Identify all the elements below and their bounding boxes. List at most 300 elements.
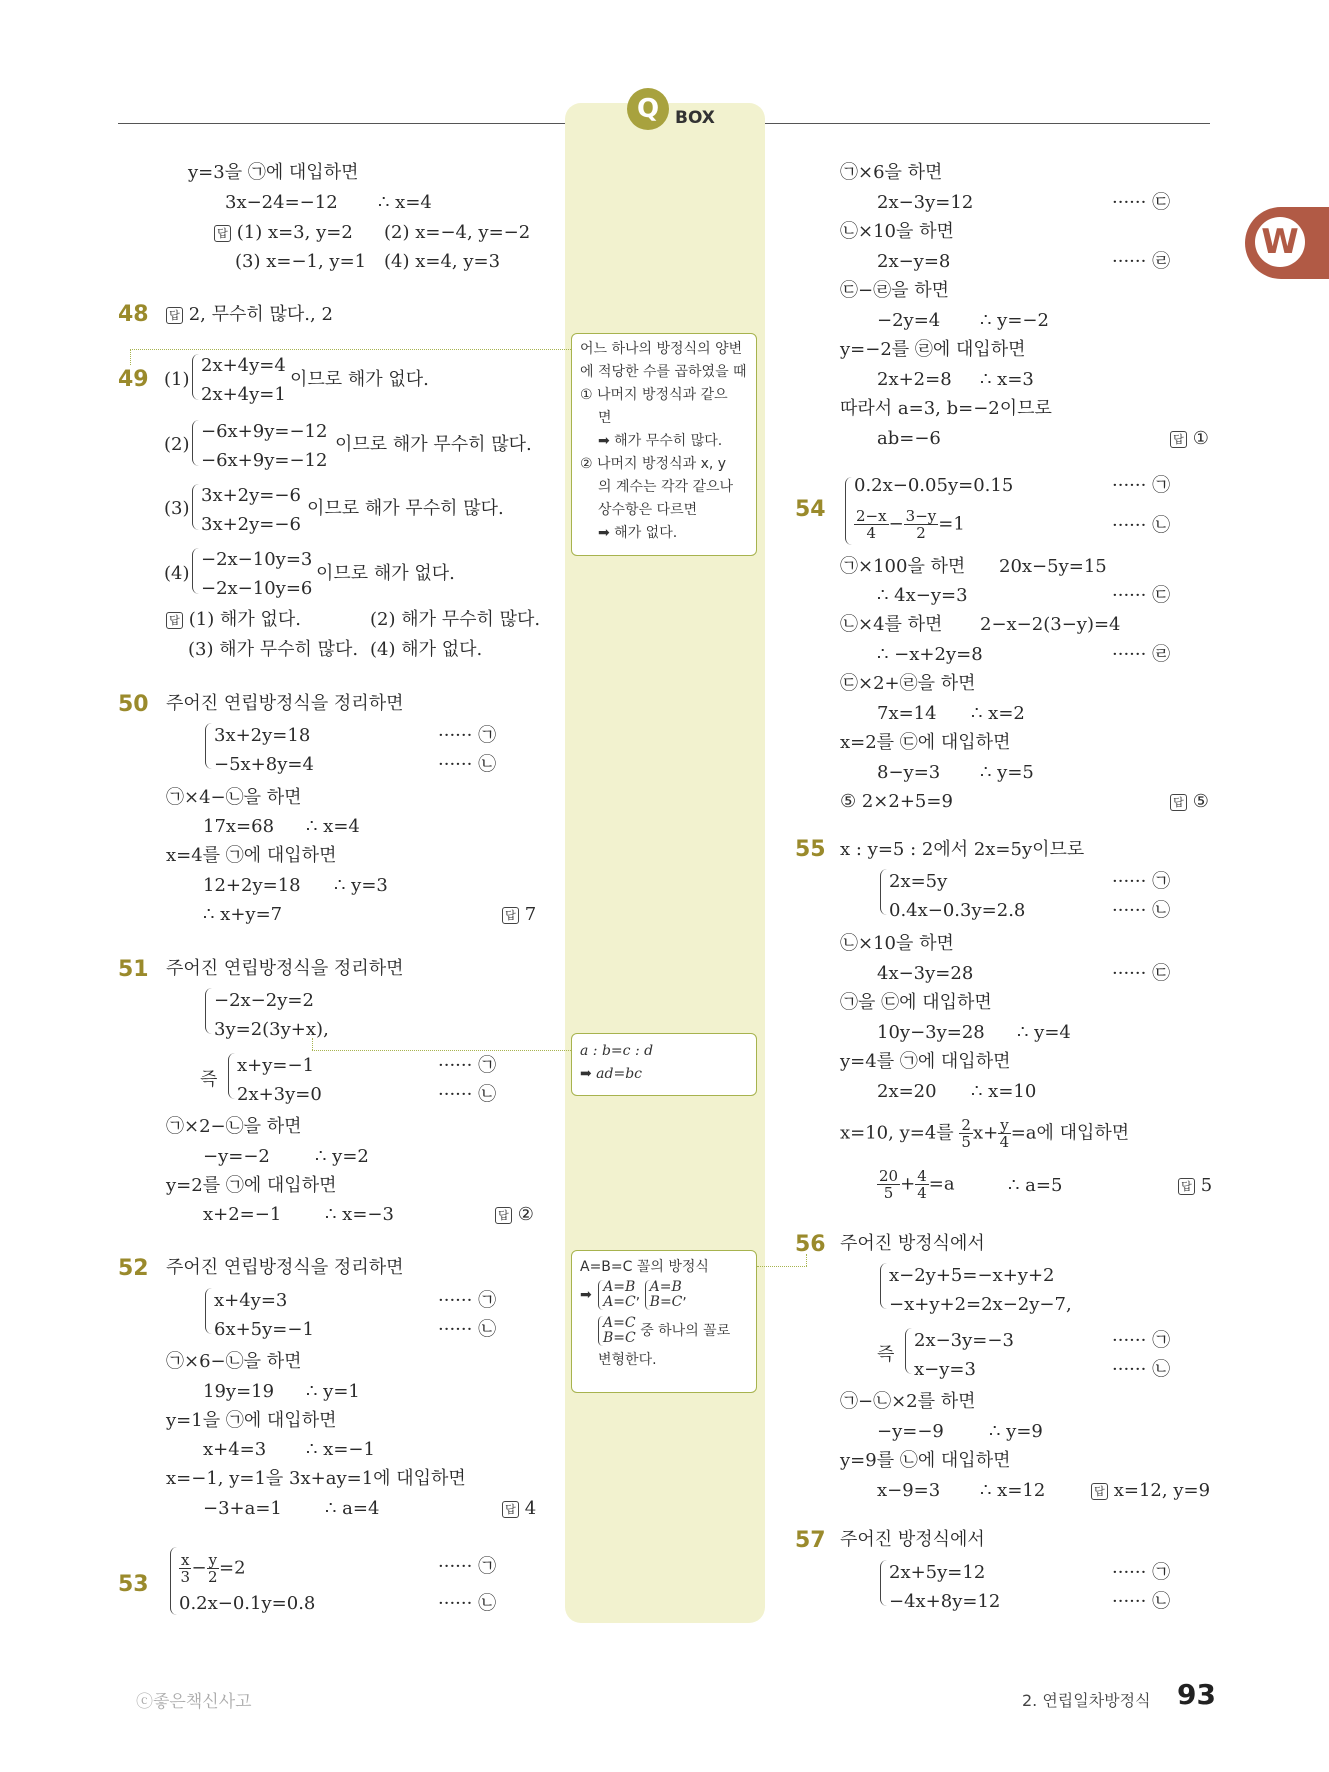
circle-label: ㉠ [478,1290,497,1311]
p53-line9: 2x+2=8 [877,369,952,390]
qbox1-line: 어느 하나의 방정식의 양변 [580,341,743,357]
p57-eq2: −4x+8y=12 [889,1591,1001,1612]
p55-line6: y=4를 ㉠에 대입하면 [840,1051,1011,1072]
numerator: 20 [879,1167,899,1185]
p57-tag1 [1112,1561,1170,1585]
brace [205,988,212,1034]
p52-line4: y=1을 ㉠에 대입하면 [166,1410,337,1431]
numerator: x [181,1551,190,1569]
arrow-icon: ➡ [580,1287,592,1303]
answer-mark-icon: 답 [502,907,519,924]
p54-tag2 [1112,514,1170,538]
p51-line2: −y=−2 [203,1146,270,1167]
publisher-text: ⓒ좋은책신사고 [136,1692,252,1712]
brace [192,420,199,466]
p54-eq2-rest: =1 [938,513,965,535]
comma: , [682,1287,687,1303]
p52-line3: ∴ y=1 [306,1381,360,1402]
qbox3-title: A=B=C 꼴의 방정식 [580,1259,709,1275]
p55-tag2 [1112,899,1170,923]
header-rule-right [764,123,1210,124]
p49-part2-system [192,420,199,466]
dots: ······ [1112,251,1147,272]
brace [880,1263,887,1309]
p51-line5: x+2=−1 [203,1204,282,1225]
p49-part2-label: (2) [164,434,190,455]
circle-label: ㉡ [1152,900,1171,921]
circle-label: ㉢ [1152,192,1171,213]
p49-part4-label: (4) [164,563,190,584]
comma: , [635,1287,641,1303]
p50-tag1 [438,724,496,748]
problem-number-55: 55 [795,837,826,862]
problem-number-49: 49 [118,367,149,392]
p55-final [877,1168,955,1201]
p53-line11: 따라서 a=3, b=−2이므로 [840,398,1052,419]
brace [192,548,199,594]
circle-label: ㉠ [478,1055,497,1076]
numerator: 2−x [856,507,887,525]
plus: + [900,1173,916,1195]
p55-final-rest: =a [928,1173,955,1195]
fraction [998,1117,1010,1150]
p50-line2: 17x=68 [203,816,275,837]
p51-line4: y=2를 ㉠에 대입하면 [166,1175,337,1196]
problem-number-51: 51 [118,957,149,982]
p52-line7: x=−1, y=1을 3x+ay=1에 대입하면 [166,1468,466,1489]
p51-answer-text: ② [517,1204,534,1225]
p50-line7: ∴ x+y=7 [203,904,283,925]
p47-line1: y=3을 ㉠에 대입하면 [188,162,359,183]
problem-number-50: 50 [118,692,149,717]
p49-part2-eq1: −6x+9y=−12 [201,421,328,442]
p52-line9: ∴ a=4 [325,1498,380,1519]
p55-line4: 10y−3y=28 [877,1022,985,1043]
brace [205,1288,212,1334]
p56-line4: y=9를 ㉡에 대입하면 [840,1450,1011,1471]
answer-mark-icon: 답 [1170,794,1187,811]
p53-line10: ∴ x=3 [980,369,1034,390]
dots: ······ [1112,963,1147,984]
p53-eq1: $\frac{x}{3}-$ $\frac{y}{2}=2$ [180,1551,246,1586]
p49-part4-eq2: −2x−10y=6 [201,578,313,599]
circle-label: ㉠ [1152,871,1171,892]
p51-tag1 [438,1054,496,1078]
p52-eq1: x+4y=3 [214,1290,288,1311]
numerator: 4 [917,1167,927,1185]
p51-jeuk: 즉 [200,1069,218,1090]
brace [205,723,212,769]
qbox3-opt1 [603,1280,636,1310]
qbox3-options-row2 [580,1316,748,1346]
p54-answer [1170,790,1209,814]
dots: ······ [1112,475,1147,496]
p51-eq4: 2x+3y=0 [237,1084,322,1105]
dots: ······ [1112,1562,1147,1583]
denominator: 4 [999,1133,1010,1151]
opt1-b: A=C [603,1294,636,1310]
p50-answer-text: 7 [524,904,537,925]
qbox3-options-row1 [580,1280,748,1310]
connector-56 [757,1266,807,1267]
answer-mark-icon: 답 [502,1501,519,1518]
p55-line5: ∴ y=4 [1017,1022,1071,1043]
circle-label: ㉢ [1152,585,1171,606]
p53-line8: y=−2를 ㉣에 대입하면 [840,339,1026,360]
dots: ······ [1112,1330,1147,1351]
dots: ······ [1112,585,1147,606]
brace [192,354,199,400]
p56-line5: x−9=3 [877,1480,941,1501]
p54-line11: 8−y=3 [877,762,941,783]
dots: ······ [438,754,473,775]
p53-line12: ab=−6 [877,428,941,449]
qbox3-opt3 [603,1316,636,1346]
brace [845,477,852,545]
p54-line9: ∴ x=2 [971,703,1025,724]
p57-intro: 주어진 방정식에서 [840,1529,985,1550]
circle-label: ㉡ [1152,1359,1171,1380]
p47-line3: ∴ x=4 [378,192,432,213]
p54-answer-text: ⑤ [1192,791,1209,812]
circle-label: ㉠ [478,725,497,746]
p49-part4-eq1: −2x−10y=3 [201,549,313,570]
p49-part2-eq2: −6x+9y=−12 [201,450,328,471]
p49-answer4: (4) 해가 없다. [370,639,483,660]
opt3-b: B=C [603,1330,636,1346]
p53-line2: 2x−3y=12 [877,192,974,213]
p52-answer-text: 4 [524,1498,537,1519]
circle-label: ㉡ [478,1319,497,1340]
dots: ······ [1112,900,1147,921]
p52-line5: x+4=3 [203,1439,267,1460]
p54-line3: ∴ 4x−y=3 [877,585,968,606]
dots: ······ [438,725,473,746]
fraction [207,1552,219,1585]
p55-line1: ㉡×10을 하면 [840,933,954,954]
denominator: 4 [866,524,877,542]
denominator: 4 [917,1184,927,1202]
p51-tag2 [438,1083,496,1107]
comma: , [1065,1294,1072,1315]
denominator: 2 [916,524,926,542]
connector-49 [130,349,571,350]
answer-mark-icon: 답 [1091,1483,1108,1500]
p51-intro: 주어진 연립방정식을 정리하면 [166,958,404,979]
p56-intro: 주어진 방정식에서 [840,1233,985,1254]
p49-part3-label: (3) [164,498,190,519]
p55-line2: 4x−3y=28 [877,963,974,984]
p53-eq2: 0.2x−0.1y=0.8 [179,1593,316,1614]
p49-answer2: (2) 해가 무수히 많다. [370,609,541,630]
p57-eq1: 2x+5y=12 [889,1562,986,1583]
p49-part4-system [192,548,199,594]
qbox1-line: ① 나머지 방정식과 같으 [580,387,728,403]
circle-label: ㉣ [1152,644,1171,665]
p53-tag1 [438,1555,496,1579]
p53-line6: −2y=4 [877,310,941,331]
circle-label: ㉡ [478,754,497,775]
circle-label: ㉠ [1152,1562,1171,1583]
dots: ······ [1112,644,1147,665]
p53-tag2 [438,1592,496,1616]
answer-mark-icon: 답 [166,612,183,629]
p51-line6: ∴ x=−3 [325,1204,394,1225]
p49-part1-text: 이므로 해가 없다. [290,369,429,390]
brace [905,1328,912,1374]
denominator: 2 [208,1568,218,1586]
p50-eq1: 3x+2y=18 [214,725,311,746]
p55-eq2: 0.4x−0.3y=2.8 [889,900,1026,921]
p47-answer4: (4) x=4, y=3 [384,251,501,272]
p56-eq1: x−2y+5=−x+y+2 [889,1265,1055,1286]
p49-part2-text: 이므로 해가 무수히 많다. [335,434,532,455]
p56-answer-text: x=12, y=9 [1113,1480,1211,1501]
qbox-column [565,103,765,1623]
fraction [877,1168,900,1201]
p52-intro: 주어진 연립방정식을 정리하면 [166,1257,404,1278]
brace [228,1053,235,1099]
qbox1-line: 면 [598,410,612,426]
p55-tag3 [1112,962,1170,986]
p55-sub-b: =a에 대입하면 [1010,1122,1130,1144]
p53-line7: ∴ y=−2 [980,310,1049,331]
p54-eq1: 0.2x−0.05y=0.15 [854,475,1014,496]
p54-line6: ∴ −x+2y=8 [877,644,983,665]
brace [880,1560,887,1606]
dots: ······ [438,1290,473,1311]
dots: ······ [1112,871,1147,892]
p51-eq3: x+y=−1 [237,1055,315,1076]
problem-number-53: 53 [118,1572,149,1597]
p52-line8: −3+a=1 [203,1498,282,1519]
p55-line8: ∴ x=10 [971,1081,1037,1102]
dots: ······ [438,1319,473,1340]
opt2-b: B=C [649,1294,683,1310]
p49-part3-text: 이므로 해가 무수히 많다. [307,498,504,519]
p56-line1: ㉠−㉡×2를 하면 [840,1391,976,1412]
fraction [179,1552,191,1585]
w-tab-icon [1245,207,1329,279]
p49-part1-eq2: 2x+4y=1 [201,384,286,405]
numerator: 2 [961,1116,971,1134]
p56-answer [1091,1479,1210,1503]
problem-number-52: 52 [118,1256,149,1281]
p52-line1: ㉠×6−㉡을 하면 [166,1351,302,1372]
p56-line6: ∴ x=12 [980,1480,1046,1501]
p52-line6: ∴ x=−1 [306,1439,375,1460]
comma: , [323,1019,329,1040]
p54-line12: ∴ y=5 [980,762,1034,783]
brace [170,1547,177,1615]
p50-line1: ㉠×4−㉡을 하면 [166,787,302,808]
p54-tag3 [1112,584,1170,608]
p53-line5: ㉢−㉣을 하면 [840,280,949,301]
problem-number-56: 56 [795,1232,826,1257]
fraction [854,508,889,541]
connector-51-v [312,1038,313,1050]
qbox-note-2 [571,1033,757,1096]
qbox3-opt2 [650,1280,683,1310]
dots: ······ [438,1055,473,1076]
p49-part3-eq1: 3x+2y=−6 [201,485,301,506]
p56-eq2 [889,1293,1072,1317]
w-letter: W [1255,217,1305,267]
p56-tag2 [1112,1358,1170,1382]
p50-line5: 12+2y=18 [203,875,301,896]
p50-answer [502,903,536,927]
qbox1-line: 에 적당한 수를 곱하였을 때 [580,364,747,380]
p51-line1: ㉠×2−㉡을 하면 [166,1116,302,1137]
p49-part3-eq2: 3x+2y=−6 [201,514,301,535]
problem-number-54: 54 [795,497,826,522]
p47-line2: 3x−24=−12 [225,192,338,213]
p55-result: ∴ a=5 [1008,1175,1063,1196]
numerator: y [1000,1116,1009,1134]
answer-mark-icon: 답 [495,1207,512,1224]
p47-answer3: (3) x=−1, y=1 [235,251,367,272]
p54-line5: 2−x−2(3−y)=4 [980,614,1121,635]
p49-answer3: (3) 해가 무수히 많다. [188,639,359,660]
circle-label: ㉡ [478,1593,497,1614]
p54-line2: 20x−5y=15 [999,556,1107,577]
p53-answer-text: ① [1192,428,1209,449]
p49-part1-eq1: 2x+4y=4 [201,355,286,376]
p56-eq3: 2x−3y=−3 [914,1330,1014,1351]
qbox1-line: ② 나머지 방정식과 x, y [580,456,727,472]
p55-line3: ㉠을 ㉢에 대입하면 [840,992,992,1013]
p50-intro: 주어진 연립방정식을 정리하면 [166,693,404,714]
p56-eq2-text: −x+y+2=2x−2y−7 [889,1294,1066,1315]
circle-label: ㉠ [478,1556,497,1577]
circle-label: ㉡ [1152,515,1171,536]
p48-answer-text: 2, 무수히 많다., 2 [188,304,333,325]
p55-sub-a: x=10, y=4를 [840,1122,954,1144]
fraction [904,508,939,541]
denominator: 5 [961,1133,971,1151]
p55-answer [1178,1174,1212,1198]
p56-eq4: x−y=3 [914,1359,976,1380]
p52-answer [502,1497,536,1521]
p52-tag2 [438,1318,496,1342]
problem-number-57: 57 [795,1528,826,1553]
brace [880,869,887,915]
answer-mark-icon: 답 [166,307,183,324]
answer-mark-icon: 답 [1178,1178,1195,1195]
qbox-note-3 [571,1250,757,1393]
p52-line2: 19y=19 [203,1381,275,1402]
p49-part1-label: (1) [164,369,190,390]
p47-answer1 [214,221,353,245]
p55-line7: 2x=20 [877,1081,937,1102]
opt2-a: A=B [649,1279,682,1295]
qbox-note-1 [571,333,757,556]
p50-line3: ∴ x=4 [306,816,360,837]
p51-line3: ∴ y=2 [315,1146,369,1167]
p55-intro: x : y=5 : 2에서 2x=5y이므로 [840,839,1085,860]
p53-tag4 [1112,250,1170,274]
problem-number-48: 48 [118,302,149,327]
p57-tag2 [1112,1590,1170,1614]
p53-tag3 [1112,191,1170,215]
chapter-title: 2. 연립일차방정식 [1022,1691,1151,1710]
p50-line6: ∴ y=3 [334,875,388,896]
p54-eq2: $\frac{2-x}{4}-$ $\frac{3-y}{2}=1$ [856,507,965,542]
p50-eq2: −5x+8y=4 [214,754,314,775]
p55-substitute [840,1117,1129,1150]
p53-line4: 2x−y=8 [877,251,951,272]
p52-eq2: 6x+5y=−1 [214,1319,314,1340]
numerator: 3−y [905,507,937,525]
p55-answer-text: 5 [1200,1175,1213,1196]
header-rule-left [118,123,566,124]
connector-49-v [130,349,131,365]
page-number: 93 [1177,1678,1216,1711]
p52-tag1 [438,1289,496,1313]
circle-label: ㉠ [1152,1330,1171,1351]
qbox1-line: ➡ 해가 무수히 많다. [598,433,723,449]
qbox1-line: ➡ 해가 없다. [598,525,678,541]
qbox1-line: 의 계수는 각각 같으나 [598,479,734,495]
circle-label: ㉡ [1152,1591,1171,1612]
p51-eq1: −2x−2y=2 [214,990,314,1011]
circle-label: ㉣ [1152,251,1171,272]
opt3-a: A=C [603,1315,636,1331]
connector-51 [312,1050,571,1051]
dots: ······ [1112,515,1147,536]
p54-tag4 [1112,643,1170,667]
qbox1-line: 상수항은 다르면 [598,502,698,518]
p50-line4: x=4를 ㉠에 대입하면 [166,845,337,866]
p56-line2: −y=−9 [877,1421,944,1442]
p48-answer [166,303,333,327]
fraction [959,1117,973,1150]
p47-answer2: (2) x=−4, y=−2 [384,222,531,243]
p54-line7: ㉢×2+㉣을 하면 [840,673,976,694]
p56-tag1 [1112,1329,1170,1353]
p47-ans-a: (1) x=3, y=2 [236,222,353,243]
p54-line8: 7x=14 [877,703,937,724]
fraction [915,1168,929,1201]
p55-sub-mid: x+ [972,1122,999,1144]
p51-eq2-text: 3y=2(3y+x) [214,1019,324,1040]
circle-label: ㉢ [1152,963,1171,984]
p53-answer [1170,427,1209,451]
p53-line3: ㉡×10을 하면 [840,221,954,242]
qbox3-tail: 중 하나의 꼴로 [640,1323,731,1339]
p54-line4: ㉡×4를 하면 [840,614,943,635]
p53-line1: ㉠×6을 하면 [840,162,943,183]
dots: ······ [438,1593,473,1614]
box-label: BOX [675,108,715,128]
p56-line3: ∴ y=9 [989,1421,1043,1442]
p49-answer1 [166,608,301,632]
circle-label: ㉠ [1152,475,1171,496]
circle-label: ㉡ [478,1084,497,1105]
dots: ······ [1112,1591,1147,1612]
p54-tag1 [1112,474,1170,498]
answer-mark-icon: 답 [214,225,231,242]
p50-tag2 [438,753,496,777]
answer-mark-icon: 답 [1170,431,1187,448]
p53-eq1-rest: =2 [219,1557,246,1579]
p55-tag1 [1112,870,1170,894]
p51-answer [495,1203,534,1227]
brace [192,484,199,530]
p54-line10: x=2를 ㉢에 대입하면 [840,732,1011,753]
p56-jeuk: 즉 [877,1344,895,1365]
p54-line13: ⑤ 2×2+5=9 [840,791,953,812]
